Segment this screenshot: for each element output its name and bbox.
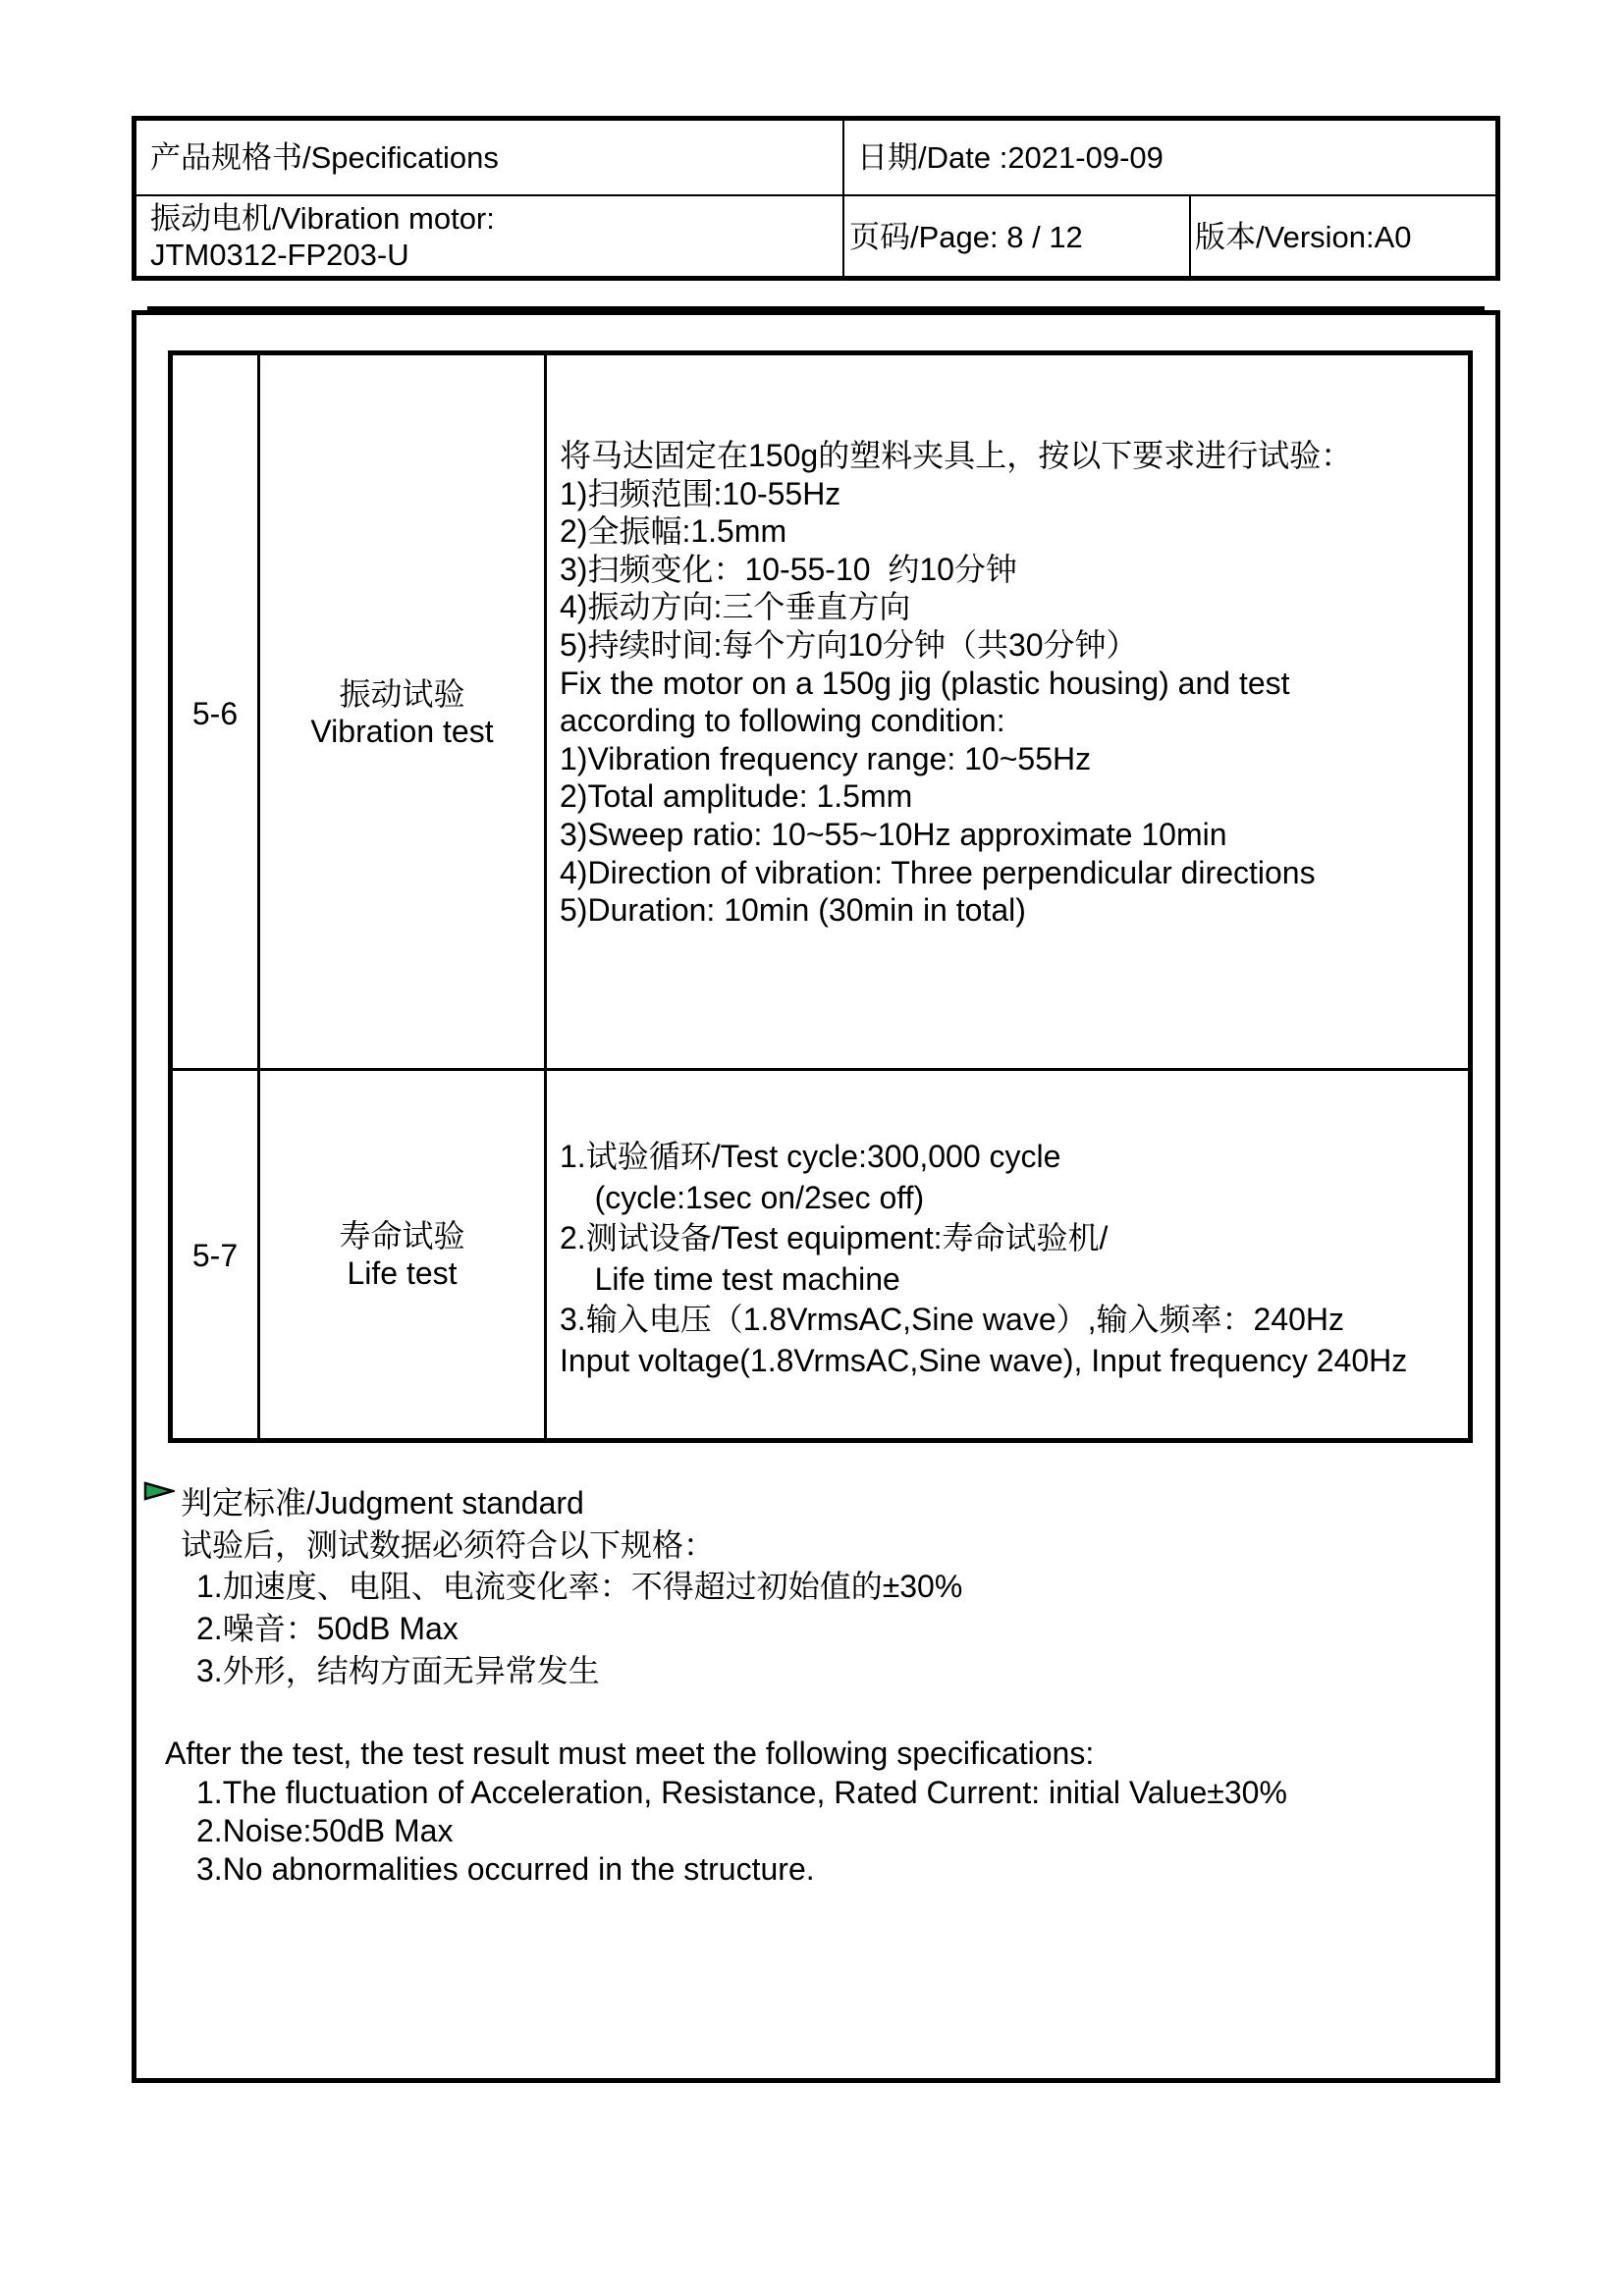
text-line: according to following condition: [560,703,1005,739]
judgment-en-intro: After the test, the test result must meet the following specifications: [165,1735,1095,1771]
col-divider [544,355,547,1438]
text-line: Life time test machine [560,1260,900,1297]
test-id: 5-7 [191,1238,239,1273]
header-row-divider [136,194,1495,196]
test-id: 5-6 [191,696,239,731]
text-line: 3)扫频变化：10-55-10 约10分钟 [560,551,1017,587]
text-line: 3.外形，结构方面无异常发生 [196,1653,600,1688]
text-line: 4)Direction of vibration: Three perpendicular directions [560,854,1316,890]
text-line: 1.试验循环/Test cycle:300,000 cycle [560,1139,1061,1174]
judgment-heading: 判定标准/Judgment standard [181,1485,584,1521]
row-divider [173,1068,1468,1071]
text-line: 2.测试设备/Test equipment:寿命试验机/ [560,1220,1109,1255]
text-line: (cycle:1sec on/2sec off) [560,1179,925,1215]
header-table [132,116,1500,281]
test-table [168,350,1473,1443]
header-col-divider [842,121,844,276]
text-line: 2)全振幅:1.5mm [560,513,787,550]
text-line: 1)Vibration frequency range: 10~55Hz [560,740,1092,776]
test-name-cn: 寿命试验 [339,1218,465,1254]
text-line: 3.输入电压（1.8VrmsAC,Sine wave）,输入频率：240Hz [560,1302,1345,1337]
text-line: 将马达固定在150g的塑料夹具上，按以下要求进行试验： [560,438,1353,473]
page-number: 页码/Page: 8 / 12 [849,220,1083,254]
text-line: 4)振动方向:三个垂直方向 [560,589,911,625]
text-line: 3.No abnormalities occurred in the structure. [196,1851,815,1887]
doc-version: 版本/Version:A0 [1195,220,1412,254]
product-name: 振动电机/Vibration motor: [150,201,495,236]
green-triangle-bullet-icon [143,1481,175,1501]
text-line: 2)Total amplitude: 1.5mm [560,778,913,815]
text-line: Fix the motor on a 150g jig (plastic housing) and test [560,665,1290,701]
test-name-en: Vibration test [310,714,494,749]
text-line: 1)扫频范围:10-55Hz [560,475,841,511]
judgment-cn-intro: 试验后，测试数据必须符合以下规格： [181,1527,716,1563]
text-line: 5)持续时间:每个方向10分钟（共30分钟） [560,627,1138,663]
doc-date: 日期/Date :2021-09-09 [857,140,1164,175]
text-line: 3)Sweep ratio: 10~55~10Hz approximate 10min [560,817,1227,852]
text-line: 2.Noise:50dB Max [196,1813,454,1848]
test-name-en: Life test [347,1255,458,1291]
product-model: JTM0312-FP203-U [150,238,409,272]
text-line: Input voltage(1.8VrmsAC,Sine wave), Input frequency 240Hz [560,1342,1408,1378]
text-line: 1.The fluctuation of Acceleration, Resistance, Rated Current: initial Value±30% [196,1775,1287,1810]
text-line: 5)Duration: 10min (30min in total) [560,892,1026,929]
text-line: 1.加速度、电阻、电流变化率：不得超过初始值的±30% [196,1569,963,1604]
doc-title: 产品规格书/Specifications [150,140,499,175]
text-line: 2.噪音：50dB Max [196,1611,459,1646]
header-col-divider [1189,195,1191,276]
test-name-cn: 振动试验 [339,676,465,712]
